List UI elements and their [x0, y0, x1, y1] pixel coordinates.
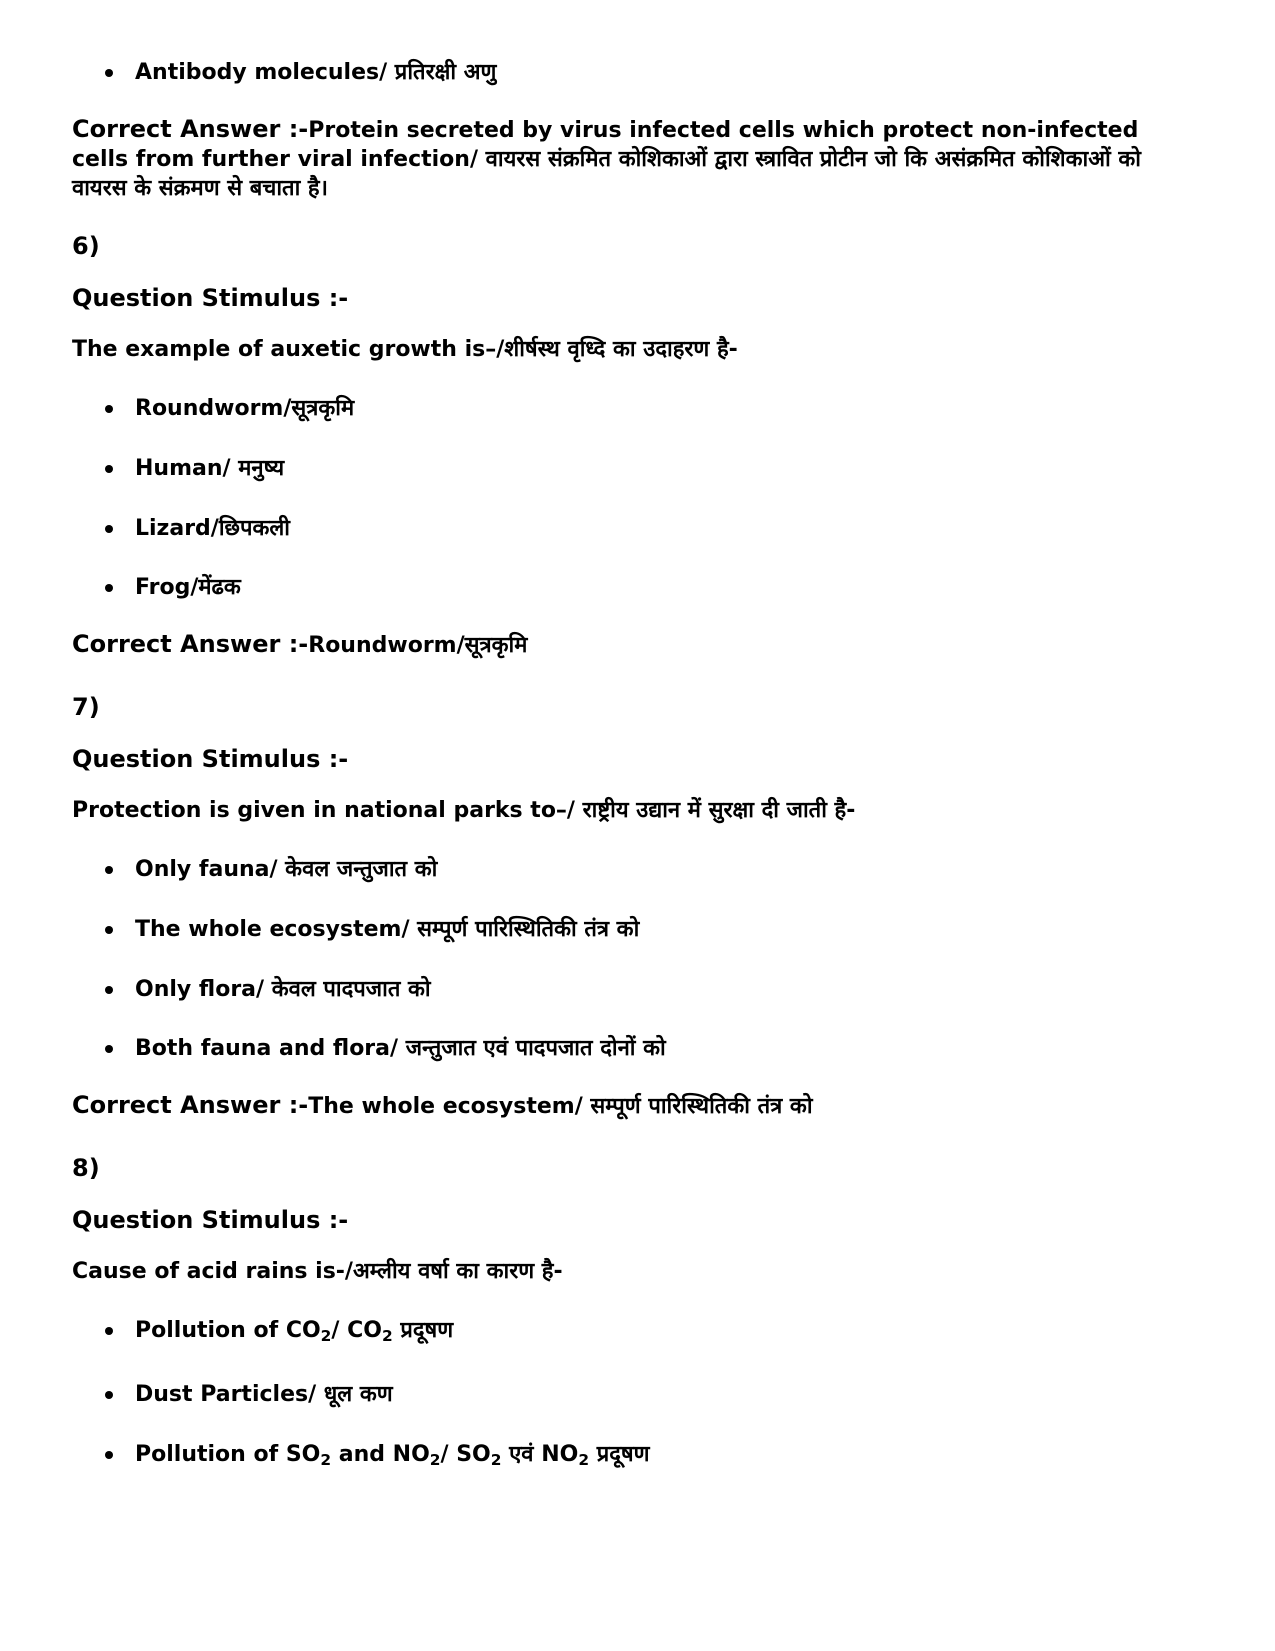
option-item: [72, 454, 1202, 484]
question-number: 8): [72, 1154, 100, 1182]
bullet-icon: [105, 465, 113, 473]
question-text: Cause of acid rains is-/अम्लीय वर्षा का कारण है-: [72, 1259, 563, 1284]
subscript: 2: [490, 1451, 502, 1469]
text-part: एवं NO: [501, 1442, 579, 1467]
option-item: [72, 394, 1202, 424]
text-part: / SO: [440, 1442, 491, 1467]
correct-answer-text: Roundworm/सूत्रकृमि: [308, 633, 528, 658]
option-text: The whole ecosystem/ सम्पूर्ण पारिस्थितिकी तंत्र को: [135, 917, 640, 942]
option-text: [135, 1442, 650, 1467]
bullet-icon: [105, 1327, 113, 1335]
bullet-icon: [105, 525, 113, 533]
correct-answer: [72, 1091, 1202, 1121]
subscript: 2: [578, 1451, 590, 1469]
option-item: [72, 1440, 1202, 1470]
subscript: 2: [320, 1327, 332, 1345]
correct-answer-text: The whole ecosystem/ सम्पूर्ण पारिस्थितिकी तंत्र को: [308, 1094, 813, 1119]
bullet-icon: [105, 926, 113, 934]
option-item: [72, 915, 1202, 945]
text-part: / CO: [331, 1318, 382, 1343]
option-item: [72, 1034, 1202, 1064]
text-part: Pollution of CO: [135, 1318, 321, 1343]
option-text: Only flora/ केवल पादपजात को: [135, 977, 431, 1002]
question-number: 6): [72, 232, 100, 260]
question-text: Protection is given in national parks to–/ राष्ट्रीय उद्यान में सुरक्षा दी जाती है-: [72, 798, 856, 823]
correct-answer: [72, 115, 1202, 203]
option-item: [72, 58, 1202, 88]
bullet-icon: [105, 1451, 113, 1459]
text-part: प्रदूषण: [589, 1442, 650, 1467]
correct-answer-text: Protein secreted by virus infected cells which protect non-infected cells from further viral infection/ वायरस संक्रमित कोशिकाओं द्वारा स्त्रावित प्रोटीन जो कि असंक्रमित कोशिकाओं को वायरस के संक्रमण से बचाता है।: [72, 118, 1141, 201]
option-text: Lizard/छिपकली: [135, 516, 290, 541]
question-text: The example of auxetic growth is–/शीर्षस्थ वृध्दि का उदाहरण है-: [72, 337, 738, 362]
bullet-icon: [105, 1391, 113, 1399]
option-text: Roundworm/सूत्रकृमि: [135, 396, 355, 421]
correct-answer: [72, 630, 1202, 660]
correct-answer-label: Correct Answer :-: [72, 1091, 309, 1119]
option-item: [72, 514, 1202, 544]
option-item: [72, 573, 1202, 603]
option-text: [135, 1318, 453, 1343]
option-text: Only fauna/ केवल जन्तुजात को: [135, 857, 438, 882]
text-part: and NO: [331, 1442, 430, 1467]
text-part: Pollution of SO: [135, 1442, 321, 1467]
option-item: [72, 1316, 1202, 1346]
question-stimulus-label: Question Stimulus :-: [72, 284, 349, 312]
option-item: [72, 855, 1202, 885]
bullet-icon: [105, 866, 113, 874]
correct-answer-label: Correct Answer :-: [72, 630, 309, 658]
option-text: Dust Particles/ धूल कण: [135, 1382, 393, 1407]
question-number: 7): [72, 693, 100, 721]
question-stimulus-label: Question Stimulus :-: [72, 1206, 349, 1234]
subscript: 2: [429, 1451, 441, 1469]
subscript: 2: [381, 1327, 393, 1345]
option-item: [72, 975, 1202, 1005]
option-text: Human/ मनुष्य: [135, 456, 285, 481]
option-text: Antibody molecules/ प्रतिरक्षी अणु: [135, 60, 497, 85]
subscript: 2: [320, 1451, 332, 1469]
bullet-icon: [105, 405, 113, 413]
option-item: [72, 1380, 1202, 1410]
option-text: Both fauna and flora/ जन्तुजात एवं पादपजात दोनों को: [135, 1036, 666, 1061]
bullet-icon: [105, 69, 113, 77]
document-page: [72, 58, 1202, 1470]
option-text: Frog/मेंढक: [135, 575, 241, 600]
text-part: प्रदूषण: [392, 1318, 454, 1343]
bullet-icon: [105, 986, 113, 994]
correct-answer-label: Correct Answer :-: [72, 115, 309, 143]
question-stimulus-label: Question Stimulus :-: [72, 745, 349, 773]
bullet-icon: [105, 1045, 113, 1053]
bullet-icon: [105, 584, 113, 592]
